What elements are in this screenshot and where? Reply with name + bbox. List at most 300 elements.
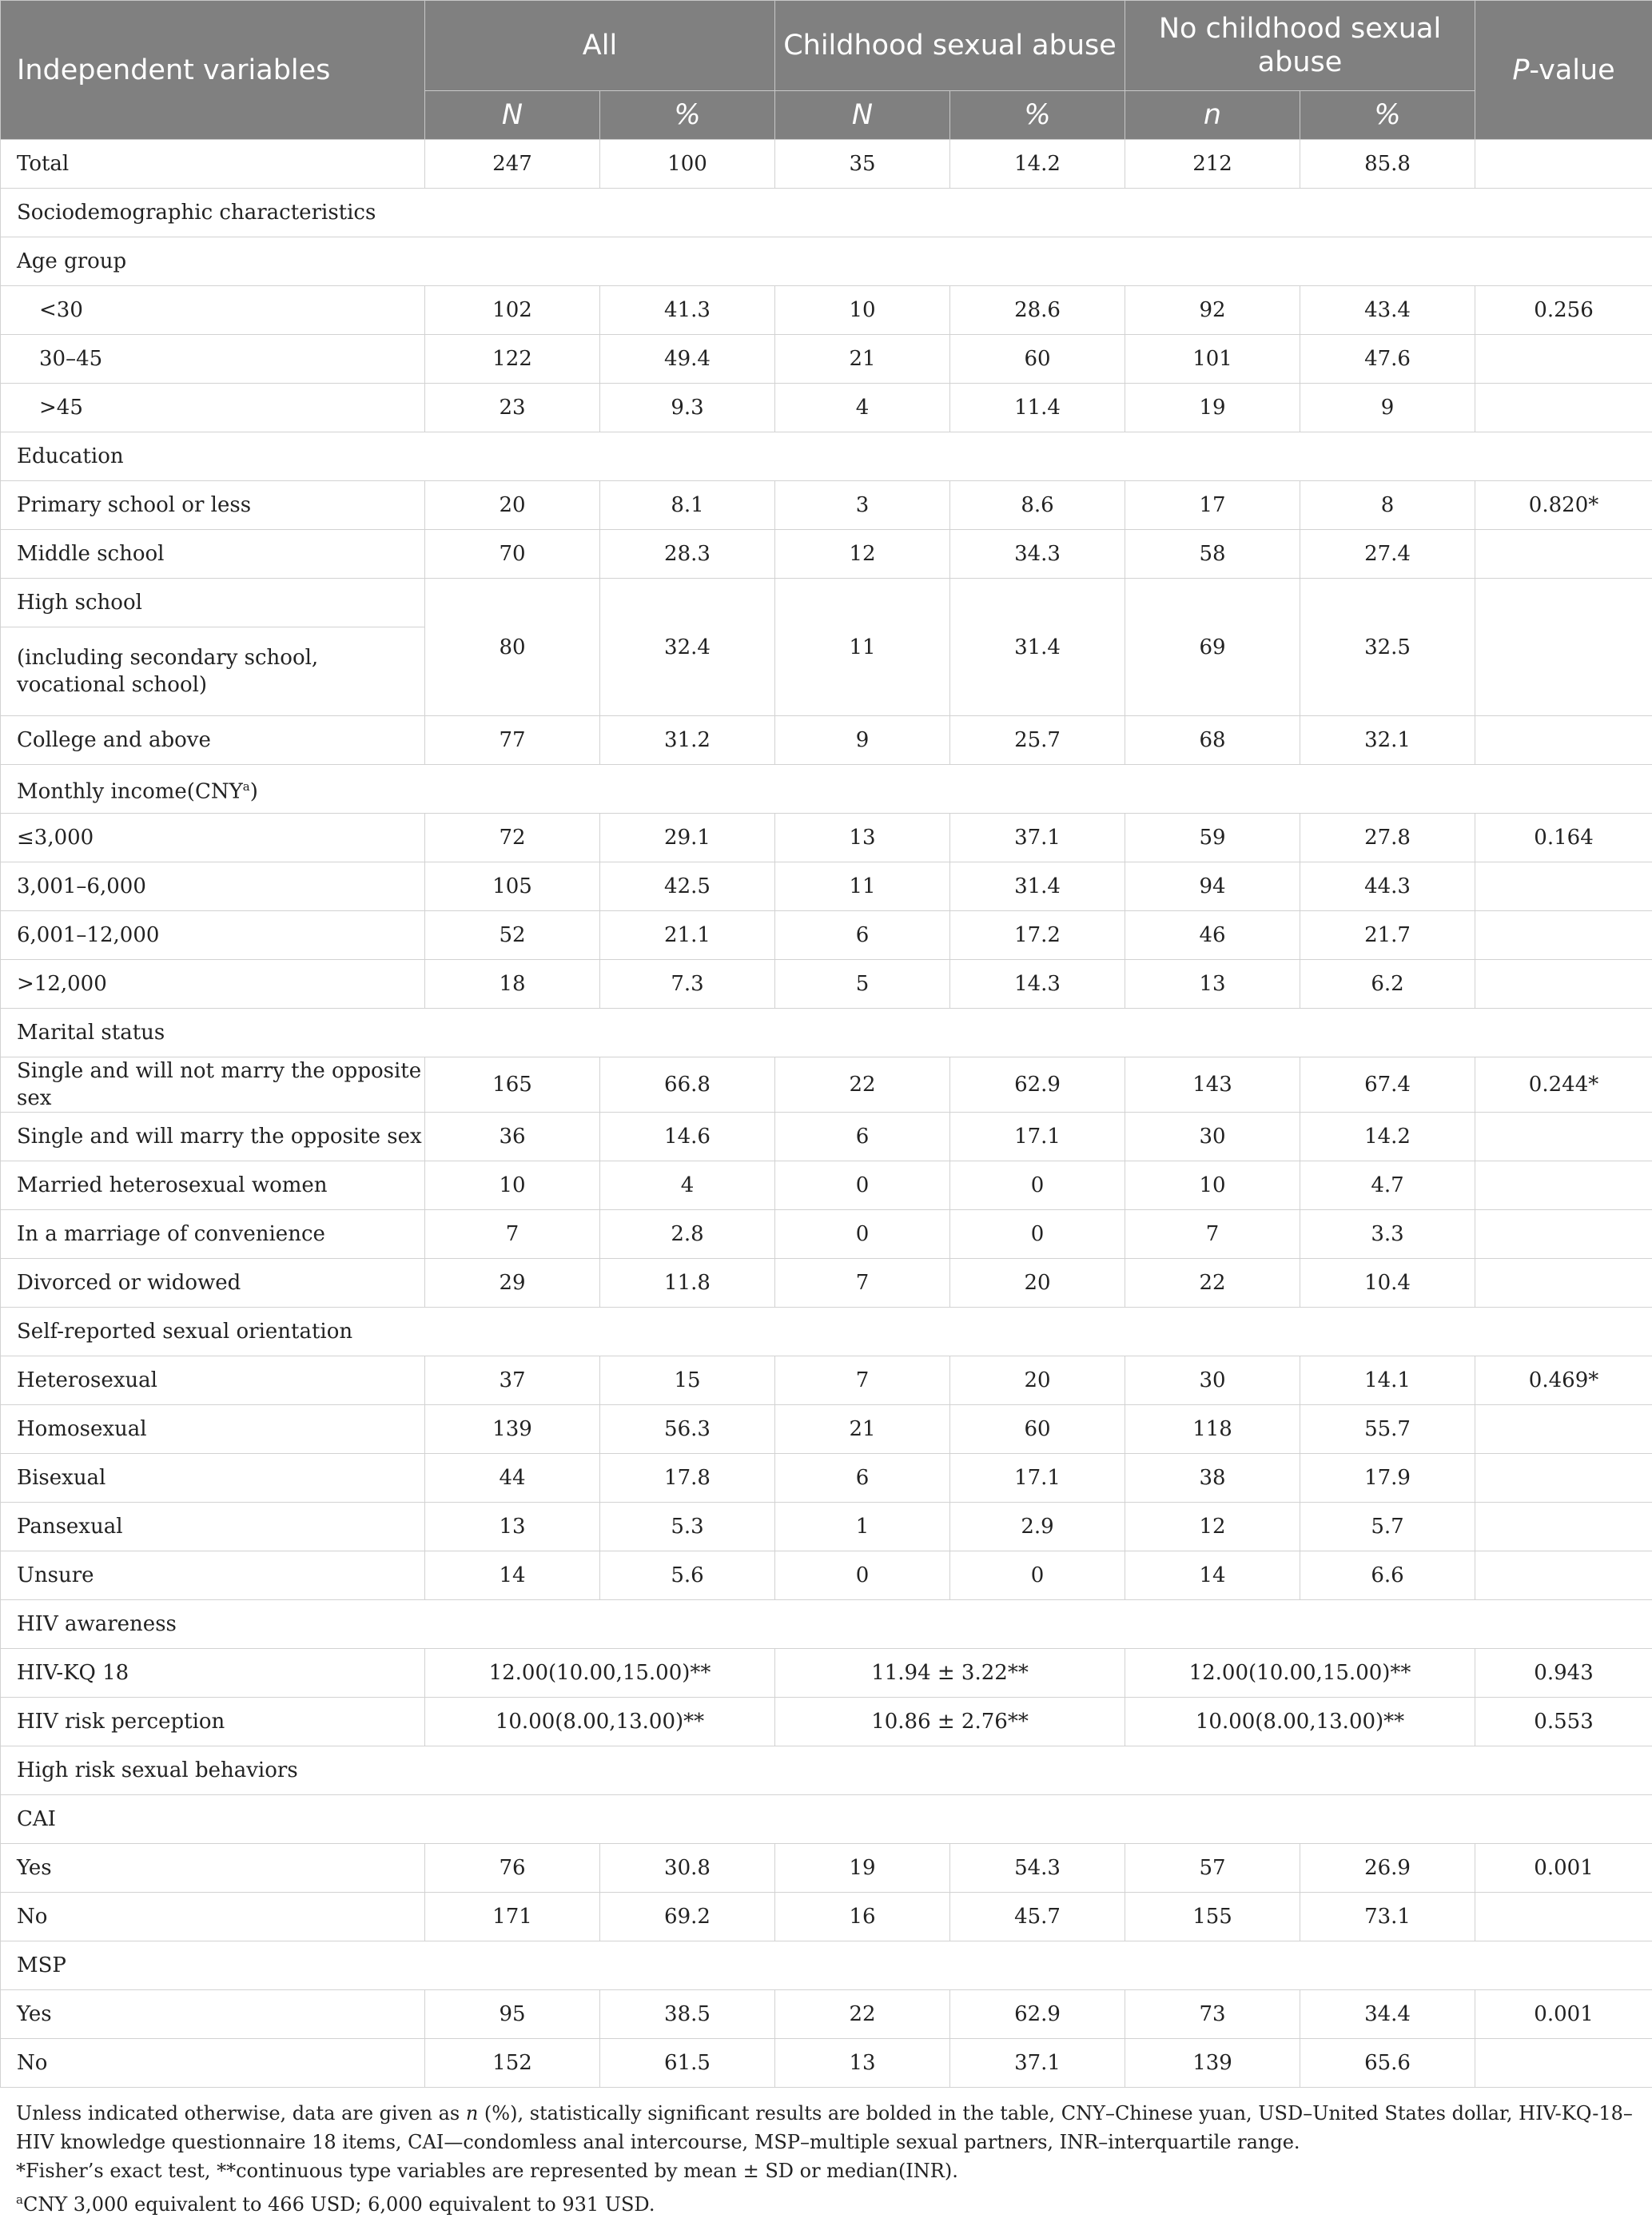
cell-value: 6.2 — [1300, 960, 1475, 1009]
cell-value: 2.8 — [600, 1210, 775, 1259]
header-childhood-sexual-abuse: Childhood sexual abuse — [775, 1, 1125, 91]
cell-value: 77 — [425, 716, 600, 765]
cell-value: 6 — [775, 911, 950, 960]
cell-value: 17.9 — [1300, 1454, 1475, 1503]
cell-p-value — [1475, 140, 1652, 189]
cell-value: 72 — [425, 814, 600, 862]
table-row — [1, 530, 1652, 579]
cell-value: 17.1 — [950, 1454, 1125, 1503]
cell-value: 0 — [775, 1210, 950, 1259]
cell-value: 139 — [425, 1405, 600, 1454]
cell-value: 61.5 — [600, 2039, 775, 2088]
table-row — [1, 1454, 1652, 1503]
cell-value: 36 — [425, 1113, 600, 1161]
row-label: HIV-KQ 18 — [1, 1649, 425, 1698]
cell-value: 35 — [775, 140, 950, 189]
row-label: Homosexual — [1, 1405, 425, 1454]
cell-value: 0 — [950, 1161, 1125, 1210]
cell-p-value — [1475, 1405, 1652, 1454]
cell-value: 30 — [1125, 1113, 1300, 1161]
cell-value: 19 — [775, 1844, 950, 1893]
cell-value: 7 — [425, 1210, 600, 1259]
row-label: High school — [1, 579, 425, 627]
cell-value: 22 — [775, 1057, 950, 1113]
table-row — [1, 2039, 1652, 2088]
header-no-childhood-sexual-abuse: No childhood sexual abuse — [1125, 1, 1475, 91]
cell-value: 7 — [1125, 1210, 1300, 1259]
row-label: No — [1, 1893, 425, 1941]
cell-value: 62.9 — [950, 1057, 1125, 1113]
cell-value: 94 — [1125, 862, 1300, 911]
cell-value: 66.8 — [600, 1057, 775, 1113]
subheader-all-n: N — [425, 91, 600, 140]
cell-value: 32.5 — [1300, 579, 1475, 716]
subheader-csa-n: N — [775, 91, 950, 140]
row-label: ≤3,000 — [1, 814, 425, 862]
cell-value: 27.4 — [1300, 530, 1475, 579]
section-label-text: CAI — [17, 1807, 56, 1831]
cell-value: 70 — [425, 530, 600, 579]
cell-value: 171 — [425, 1893, 600, 1941]
section-row — [1, 1600, 1652, 1649]
cell-value: 10 — [1125, 1161, 1300, 1210]
cell-value: 32.1 — [1300, 716, 1475, 765]
cell-value: 4 — [775, 384, 950, 432]
cell-p-value — [1475, 1161, 1652, 1210]
section-label-end: ) — [249, 779, 258, 804]
cell-p-value — [1475, 862, 1652, 911]
header-independent-variables: Independent variables — [1, 1, 425, 140]
cell-value: 9.3 — [600, 384, 775, 432]
cell-value: 38 — [1125, 1454, 1300, 1503]
cell-value: 31.4 — [950, 579, 1125, 716]
cell-value: 19 — [1125, 384, 1300, 432]
section-row — [1, 1009, 1652, 1057]
section-label-text: Monthly income(CNY — [17, 779, 243, 804]
footnotes — [0, 2088, 1652, 2219]
cell-value: 0 — [775, 1551, 950, 1600]
cell-value: 30.8 — [600, 1844, 775, 1893]
section-label-sup: a — [242, 779, 250, 794]
cell-p-value — [1475, 530, 1652, 579]
subheader-csa-pct: % — [950, 91, 1125, 140]
row-label: Divorced or widowed — [1, 1259, 425, 1308]
cell-p-value — [1475, 384, 1652, 432]
cell-value: 0 — [950, 1210, 1125, 1259]
cell-value: 29 — [425, 1259, 600, 1308]
cell-value: 27.8 — [1300, 814, 1475, 862]
cell-value: 155 — [1125, 1893, 1300, 1941]
cell-value: 28.3 — [600, 530, 775, 579]
cell-value: 67.4 — [1300, 1057, 1475, 1113]
table-row — [1, 1698, 1652, 1746]
row-label: Single and will marry the opposite sex — [1, 1113, 425, 1161]
cell-value: 11 — [775, 862, 950, 911]
cell-value: 8.6 — [950, 481, 1125, 530]
cell-p-value — [1475, 1893, 1652, 1941]
table-row — [1, 1113, 1652, 1161]
cell-p-value — [1475, 1503, 1652, 1551]
cell-value: 13 — [775, 2039, 950, 2088]
cell-value: 5.7 — [1300, 1503, 1475, 1551]
cell-p-value: 0.943 — [1475, 1649, 1652, 1698]
row-label: Unsure — [1, 1551, 425, 1600]
row-label: 3,001–6,000 — [1, 862, 425, 911]
cell-p-value — [1475, 1210, 1652, 1259]
cell-value: 37.1 — [950, 2039, 1125, 2088]
cell-value: 139 — [1125, 2039, 1300, 2088]
cell-value: 10.4 — [1300, 1259, 1475, 1308]
cell-value: 12 — [1125, 1503, 1300, 1551]
cell-value: 0 — [775, 1161, 950, 1210]
table-row — [1, 911, 1652, 960]
cell-value: 92 — [1125, 286, 1300, 335]
cell-value: 80 — [425, 579, 600, 716]
cell-value: 7 — [775, 1356, 950, 1405]
cell-value: 212 — [1125, 140, 1300, 189]
cell-p-value: 0.469* — [1475, 1356, 1652, 1405]
row-label: >12,000 — [1, 960, 425, 1009]
cell-value: 31.4 — [950, 862, 1125, 911]
cell-value: 13 — [425, 1503, 600, 1551]
cell-value: 5.3 — [600, 1503, 775, 1551]
cell-p-value: 0.820* — [1475, 481, 1652, 530]
table-row — [1, 481, 1652, 530]
footnote-1-end: (%), statistically significant results are bolded in the table, CNY–Chinese yuan, USD–United States dollar, HIV-KQ-18–HIV knowledge questionnaire 18 items, CAI—condomless anal intercourse, MSP–multiple sexual partners, INR–interquartile range. — [16, 2102, 1633, 2153]
cell-value: 105 — [425, 862, 600, 911]
section-label — [1, 1308, 1652, 1356]
cell-value: 14.2 — [1300, 1113, 1475, 1161]
section-label-text: High risk sexual behaviors — [17, 1758, 298, 1782]
footnote-1-n: n — [465, 2102, 479, 2124]
cell-value: 20 — [950, 1259, 1125, 1308]
cell-value: 41.3 — [600, 286, 775, 335]
cell-value: 69 — [1125, 579, 1300, 716]
cell-value: 13 — [775, 814, 950, 862]
section-label-text: Self-reported sexual orientation — [17, 1320, 353, 1344]
section-row — [1, 1941, 1652, 1990]
table-row — [1, 1405, 1652, 1454]
row-label: >45 — [1, 384, 425, 432]
cell-value: 73.1 — [1300, 1893, 1475, 1941]
section-row — [1, 1746, 1652, 1795]
row-label-continued: (including secondary school, vocational school) — [1, 627, 425, 716]
row-label: Heterosexual — [1, 1356, 425, 1405]
cell-value: 32.4 — [600, 579, 775, 716]
cell-value: 37 — [425, 1356, 600, 1405]
cell-value: 3 — [775, 481, 950, 530]
cell-value: 76 — [425, 1844, 600, 1893]
cell-p-value: 0.256 — [1475, 286, 1652, 335]
cell-value: 47.6 — [1300, 335, 1475, 384]
cell-value: 21.7 — [1300, 911, 1475, 960]
cell-value: 17.2 — [950, 911, 1125, 960]
cell-value: 4.7 — [1300, 1161, 1475, 1210]
cell-value: 11.94 ± 3.22** — [775, 1649, 1125, 1698]
cell-value: 4 — [600, 1161, 775, 1210]
row-label: Total — [1, 140, 425, 189]
section-label-text: Marital status — [17, 1021, 165, 1045]
cell-value: 14.6 — [600, 1113, 775, 1161]
cell-value: 152 — [425, 2039, 600, 2088]
cell-value: 43.4 — [1300, 286, 1475, 335]
footnote-3-text: CNY 3,000 equivalent to 466 USD; 6,000 equivalent to 931 USD. — [22, 2193, 655, 2216]
cell-p-value — [1475, 1259, 1652, 1308]
cell-value: 3.3 — [1300, 1210, 1475, 1259]
section-row — [1, 765, 1652, 814]
footnote-1 — [16, 2099, 1636, 2156]
cell-value: 6.6 — [1300, 1551, 1475, 1600]
section-row — [1, 1308, 1652, 1356]
cell-value: 85.8 — [1300, 140, 1475, 189]
cell-value: 42.5 — [600, 862, 775, 911]
cell-value: 68 — [1125, 716, 1300, 765]
row-label: 30–45 — [1, 335, 425, 384]
cell-value: 22 — [1125, 1259, 1300, 1308]
cell-value: 45.7 — [950, 1893, 1125, 1941]
section-row — [1, 237, 1652, 286]
cell-p-value: 0.164 — [1475, 814, 1652, 862]
cell-value: 10 — [775, 286, 950, 335]
table-row — [1, 1259, 1652, 1308]
table-row — [1, 1893, 1652, 1941]
table-row — [1, 140, 1652, 189]
cell-value: 21 — [775, 335, 950, 384]
cell-value: 6 — [775, 1113, 950, 1161]
cell-p-value — [1475, 579, 1652, 716]
section-label-text: Age group — [17, 249, 127, 273]
cell-value: 17 — [1125, 481, 1300, 530]
cell-value: 69.2 — [600, 1893, 775, 1941]
cell-value: 58 — [1125, 530, 1300, 579]
section-label — [1, 1600, 1652, 1649]
row-label: Middle school — [1, 530, 425, 579]
section-label — [1, 1795, 1652, 1844]
cell-value: 17.1 — [950, 1113, 1125, 1161]
section-label-text: Education — [17, 444, 124, 468]
cell-value: 11 — [775, 579, 950, 716]
cell-value: 20 — [425, 481, 600, 530]
cell-value: 95 — [425, 1990, 600, 2039]
cell-value: 65.6 — [1300, 2039, 1475, 2088]
cell-value: 31.2 — [600, 716, 775, 765]
table-row — [1, 1990, 1652, 2039]
cell-value: 0 — [950, 1551, 1125, 1600]
cell-value: 22 — [775, 1990, 950, 2039]
cell-value: 56.3 — [600, 1405, 775, 1454]
footnote-3 — [16, 2185, 1636, 2219]
cell-value: 12.00(10.00,15.00)** — [425, 1649, 775, 1698]
section-label — [1, 1941, 1652, 1990]
cell-value: 143 — [1125, 1057, 1300, 1113]
table-row — [1, 814, 1652, 862]
cell-value: 52 — [425, 911, 600, 960]
row-label: Pansexual — [1, 1503, 425, 1551]
table-row — [1, 384, 1652, 432]
cell-value: 118 — [1125, 1405, 1300, 1454]
cell-value: 102 — [425, 286, 600, 335]
cell-value: 54.3 — [950, 1844, 1125, 1893]
cell-value: 101 — [1125, 335, 1300, 384]
table-row — [1, 1210, 1652, 1259]
cell-value: 8.1 — [600, 481, 775, 530]
cell-value: 21.1 — [600, 911, 775, 960]
cell-value: 17.8 — [600, 1454, 775, 1503]
table-row — [1, 579, 1652, 627]
cell-value: 28.6 — [950, 286, 1125, 335]
cell-value: 38.5 — [600, 1990, 775, 2039]
cell-p-value — [1475, 960, 1652, 1009]
section-label — [1, 432, 1652, 481]
table-row — [1, 1503, 1652, 1551]
cell-value: 122 — [425, 335, 600, 384]
cell-p-value: 0.553 — [1475, 1698, 1652, 1746]
cell-value: 10.86 ± 2.76** — [775, 1698, 1125, 1746]
cell-value: 165 — [425, 1057, 600, 1113]
section-label-text: HIV awareness — [17, 1612, 177, 1636]
cell-value: 2.9 — [950, 1503, 1125, 1551]
cell-value: 29.1 — [600, 814, 775, 862]
cell-value: 46 — [1125, 911, 1300, 960]
row-label: HIV risk perception — [1, 1698, 425, 1746]
cell-value: 6 — [775, 1454, 950, 1503]
cell-value: 12 — [775, 530, 950, 579]
cell-value: 7 — [775, 1259, 950, 1308]
cell-p-value: 0.244* — [1475, 1057, 1652, 1113]
cell-value: 14 — [425, 1551, 600, 1600]
section-label — [1, 189, 1652, 237]
section-label — [1, 765, 1652, 814]
cell-value: 20 — [950, 1356, 1125, 1405]
table-row — [1, 1844, 1652, 1893]
cell-value: 247 — [425, 140, 600, 189]
cell-value: 10.00(8.00,13.00)** — [425, 1698, 775, 1746]
cell-value: 25.7 — [950, 716, 1125, 765]
cell-p-value — [1475, 716, 1652, 765]
row-label: Primary school or less — [1, 481, 425, 530]
cell-value: 10.00(8.00,13.00)** — [1125, 1698, 1475, 1746]
cell-value: 57 — [1125, 1844, 1300, 1893]
row-label: In a marriage of convenience — [1, 1210, 425, 1259]
row-label: Yes — [1, 1990, 425, 2039]
cell-value: 34.4 — [1300, 1990, 1475, 2039]
table-row — [1, 716, 1652, 765]
cell-value: 30 — [1125, 1356, 1300, 1405]
cell-value: 14.1 — [1300, 1356, 1475, 1405]
cell-value: 9 — [1300, 384, 1475, 432]
cell-value: 37.1 — [950, 814, 1125, 862]
cell-value: 26.9 — [1300, 1844, 1475, 1893]
cell-p-value — [1475, 1454, 1652, 1503]
cell-value: 62.9 — [950, 1990, 1125, 2039]
cell-value: 23 — [425, 384, 600, 432]
cell-value: 49.4 — [600, 335, 775, 384]
cell-value: 14.2 — [950, 140, 1125, 189]
cell-value: 100 — [600, 140, 775, 189]
cell-value: 14 — [1125, 1551, 1300, 1600]
table-row — [1, 335, 1652, 384]
row-label: Single and will not marry the opposite sex — [1, 1057, 425, 1113]
table-header — [1, 1, 1652, 140]
section-label — [1, 1746, 1652, 1795]
cell-p-value — [1475, 1113, 1652, 1161]
cell-value: 11.8 — [600, 1259, 775, 1308]
cell-value: 5 — [775, 960, 950, 1009]
table-row — [1, 862, 1652, 911]
cell-p-value: 0.001 — [1475, 1844, 1652, 1893]
cell-value: 73 — [1125, 1990, 1300, 2039]
cell-value: 14.3 — [950, 960, 1125, 1009]
row-label: <30 — [1, 286, 425, 335]
table-row — [1, 1161, 1652, 1210]
header-p-italic: P — [1512, 54, 1530, 86]
table-row — [1, 960, 1652, 1009]
table-row — [1, 1649, 1652, 1698]
subheader-all-pct: % — [600, 91, 775, 140]
cell-value: 18 — [425, 960, 600, 1009]
cell-value: 60 — [950, 1405, 1125, 1454]
table-row — [1, 1551, 1652, 1600]
footnote-3-sup: a — [16, 2192, 23, 2207]
section-row — [1, 1795, 1652, 1844]
cell-p-value — [1475, 911, 1652, 960]
row-label: Bisexual — [1, 1454, 425, 1503]
cell-value: 5.6 — [600, 1551, 775, 1600]
table-body — [1, 140, 1652, 2088]
cell-value: 8 — [1300, 481, 1475, 530]
subheader-ncsa-pct: % — [1300, 91, 1475, 140]
cell-p-value: 0.001 — [1475, 1990, 1652, 2039]
section-label — [1, 237, 1652, 286]
cell-p-value — [1475, 2039, 1652, 2088]
section-row — [1, 189, 1652, 237]
cell-value: 15 — [600, 1356, 775, 1405]
row-label: College and above — [1, 716, 425, 765]
cell-value: 10 — [425, 1161, 600, 1210]
header-all: All — [425, 1, 775, 91]
cell-value: 16 — [775, 1893, 950, 1941]
row-label: 6,001–12,000 — [1, 911, 425, 960]
table-row — [1, 286, 1652, 335]
cell-value: 9 — [775, 716, 950, 765]
row-label: No — [1, 2039, 425, 2088]
row-label: Yes — [1, 1844, 425, 1893]
cell-value: 60 — [950, 335, 1125, 384]
cell-value: 21 — [775, 1405, 950, 1454]
footnote-2: *Fisher’s exact test, **continuous type variables are represented by mean ± SD or median(INR). — [16, 2160, 958, 2182]
cell-p-value — [1475, 335, 1652, 384]
section-label-text: MSP — [17, 1953, 66, 1977]
cell-value: 12.00(10.00,15.00)** — [1125, 1649, 1475, 1698]
subheader-ncsa-n: n — [1125, 91, 1300, 140]
table-row — [1, 1356, 1652, 1405]
section-row — [1, 432, 1652, 481]
header-p-value — [1475, 1, 1652, 140]
cell-value: 59 — [1125, 814, 1300, 862]
cell-p-value — [1475, 1551, 1652, 1600]
section-label — [1, 1009, 1652, 1057]
cell-value: 55.7 — [1300, 1405, 1475, 1454]
cell-value: 13 — [1125, 960, 1300, 1009]
section-label-text: Sociodemographic characteristics — [17, 201, 376, 225]
cell-value: 11.4 — [950, 384, 1125, 432]
table-row — [1, 1057, 1652, 1113]
cell-value: 1 — [775, 1503, 950, 1551]
cell-value: 7.3 — [600, 960, 775, 1009]
footnote-1-start: Unless indicated otherwise, data are given as — [16, 2102, 466, 2124]
header-p-rest: -value — [1529, 54, 1615, 86]
row-label: Married heterosexual women — [1, 1161, 425, 1210]
